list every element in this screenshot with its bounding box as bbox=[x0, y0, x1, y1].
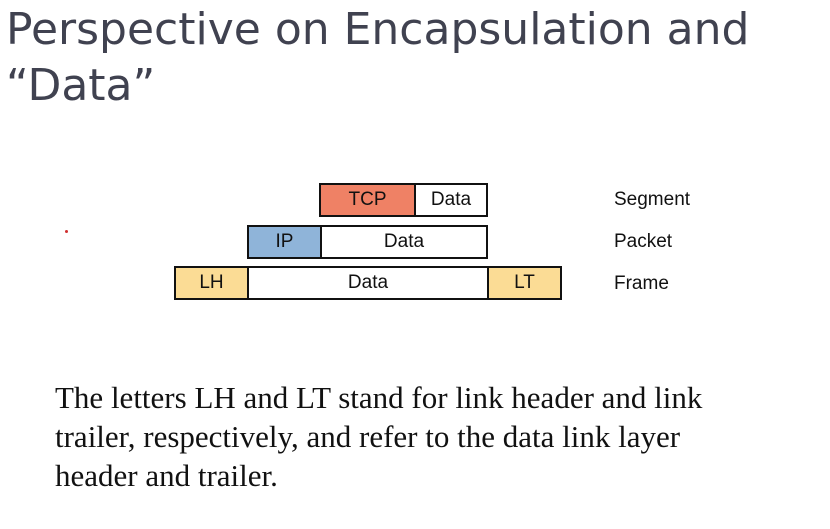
slide-title-line1: Perspective on Encapsulation and bbox=[6, 4, 750, 55]
caption-line3: header and trailer. bbox=[55, 458, 278, 493]
frame-data-cell: Data bbox=[247, 266, 489, 300]
link-trailer-cell: LT bbox=[487, 266, 562, 300]
slide-title bbox=[6, 2, 806, 114]
packet-label: Packet bbox=[614, 231, 673, 252]
packet-data-cell: Data bbox=[320, 225, 488, 259]
caption-text bbox=[55, 378, 815, 495]
link-header-cell: LH bbox=[174, 266, 249, 300]
tcp-header-cell: TCP bbox=[319, 183, 416, 217]
caption-line2: trailer, respectively, and refer to the data link layer bbox=[55, 419, 681, 454]
segment-label: Segment bbox=[614, 189, 691, 210]
ip-header-cell: IP bbox=[247, 225, 322, 259]
segment-data-cell: Data bbox=[414, 183, 488, 217]
decorative-dot bbox=[65, 230, 68, 233]
frame-label: Frame bbox=[614, 273, 669, 294]
caption-line1: The letters LH and LT stand for link header and link bbox=[55, 380, 703, 415]
slide-title-line2: “Data” bbox=[6, 60, 156, 111]
